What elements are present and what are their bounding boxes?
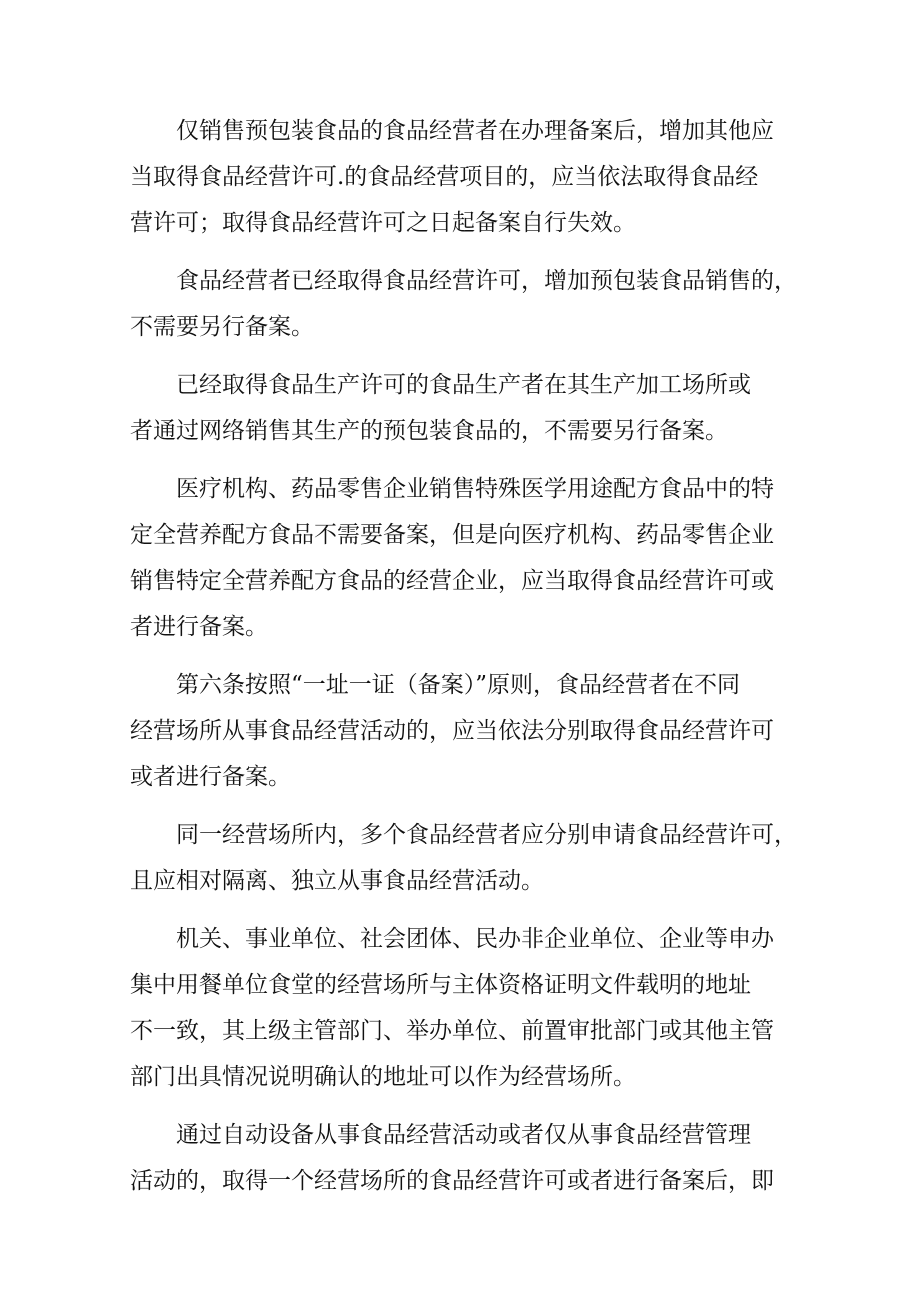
paragraph-line: 部门出具情况说明确认的地址可以作为经营场所。 [130, 1064, 636, 1090]
paragraph-line: 机关、事业单位、社会团体、民办非企业单位、企业等申办 [176, 926, 774, 952]
paragraph [130, 466, 780, 650]
paragraph [130, 812, 797, 904]
paragraph-line: 活动的，取得一个经营场所的食品经营许可或者进行备案后，即 [130, 1168, 774, 1194]
paragraph-line: 者通过网络销售其生产的预包装食品的，不需要另行备案。 [130, 418, 728, 444]
paragraph-line: 集中用餐单位食堂的经营场所与主体资格证明文件载明的地址 [130, 972, 751, 998]
paragraph-line: 不需要另行备案。 [130, 314, 314, 340]
paragraph [130, 916, 780, 1100]
paragraph-line: 营许可；取得食品经营许可之日起备案自行失效。 [130, 210, 636, 236]
paragraph [130, 662, 780, 800]
paragraph-line: 销售特定全营养配方食品的经营企业，应当取得食品经营许可或 [130, 568, 774, 594]
paragraph-line: 定全营养配方食品不需要备案，但是向医疗机构、药品零售企业 [130, 522, 774, 548]
paragraph-line: 且应相对隔离、独立从事食品经营活动。 [130, 868, 544, 894]
paragraph-line: 当取得食品经营许可.的食品经营项目的，应当依法取得食品经 [130, 164, 759, 190]
paragraph-line: 医疗机构、药品零售企业销售特殊医学用途配方食品中的特 [176, 476, 774, 502]
paragraph-line: 通过自动设备从事食品经营活动或者仅从事食品经营管理 [176, 1122, 751, 1148]
paragraph-line: 第六条按照“一址一证（备案）”原则，食品经营者在不同 [176, 672, 741, 698]
paragraph-line: 不一致，其上级主管部门、举办单位、前置审批部门或其他主管 [130, 1018, 774, 1044]
paragraph-line: 同一经营场所内，多个食品经营者应分别申请食品经营许可， [176, 822, 797, 848]
paragraph [130, 1112, 780, 1204]
paragraph-line: 经营场所从事食品经营活动的，应当依法分别取得食品经营许可 [130, 718, 774, 744]
paragraph-line: 或者进行备案。 [130, 764, 291, 790]
paragraph-line: 者进行备案。 [130, 614, 268, 640]
paragraph [130, 362, 780, 454]
paragraph-line: 仅销售预包装食品的食品经营者在办理备案后，增加其他应 [176, 118, 774, 144]
paragraph-line: 已经取得食品生产许可的食品生产者在其生产加工场所或 [176, 372, 751, 398]
document-body [130, 108, 797, 1216]
paragraph-line: 食品经营者已经取得食品经营许可，增加预包装食品销售的， [176, 268, 797, 294]
paragraph [130, 108, 780, 246]
paragraph [130, 258, 797, 350]
